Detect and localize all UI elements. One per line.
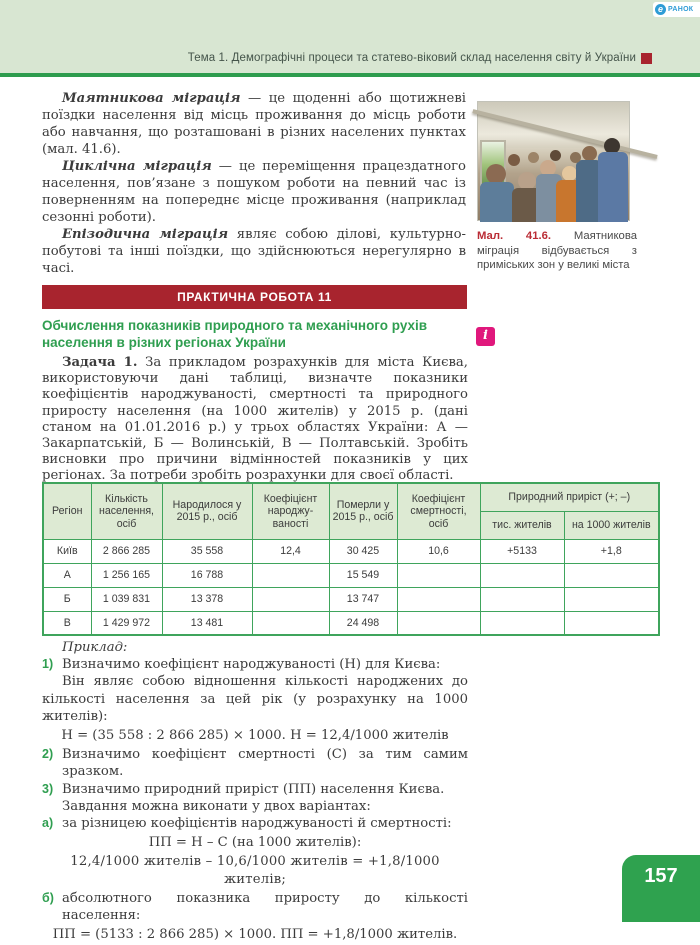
cell	[397, 587, 480, 611]
photo-person-head	[486, 164, 506, 184]
cell: 24 498	[329, 611, 397, 635]
col-header-death-rate: Коефіцієнт смертності, осіб	[397, 483, 480, 539]
step-marker: а)	[42, 816, 54, 831]
cell	[564, 587, 659, 611]
publisher-e-icon: е	[655, 4, 666, 15]
col-header-thousand: тис. жителів	[480, 511, 564, 539]
step-text: Визначимо коефіцієнт народжуваності (Н) для Києва:	[62, 657, 441, 673]
practical-work-title: Обчислення показників природного та механічного рухів населення в різних регіонах України	[42, 318, 428, 350]
cell: 13 481	[162, 611, 252, 635]
practical-work-banner: ПРАКТИЧНА РОБОТА 11	[42, 285, 467, 309]
population-data-table	[42, 482, 660, 636]
cell	[480, 563, 564, 587]
paragraph-text: являє собою ділові, культурно-побутові та інші поїздки, що здійснюються нерегулярно в часі.	[42, 227, 467, 276]
term-commuter-migration: Маятникова міграція	[62, 91, 241, 106]
increase-formula: ПП = Н – С (на 1000 жителів):	[148, 835, 362, 851]
example-step-1	[42, 656, 468, 673]
publisher-logo-label: РАНОК	[668, 6, 694, 13]
table-row-b	[43, 587, 659, 611]
step-text: Визначимо природний приріст (ПП) населення Києва.	[62, 781, 445, 797]
crowded-train-photo	[477, 101, 630, 221]
cell	[480, 611, 564, 635]
publisher-logo[interactable]	[653, 2, 700, 17]
col-header-per-1000: на 1000 жителів	[564, 511, 659, 539]
cell: 13 378	[162, 587, 252, 611]
cell: 30 425	[329, 539, 397, 563]
step-text: абсолютного показника приросту до кількості населення:	[62, 890, 468, 924]
paragraph-text: — це щоденні або щотижневі поїздки населення від місць проживання до місць роботи або навчання, що розташовані в різних населених пунктах (мал. 41.6).	[42, 91, 467, 157]
col-header-natural-increase: Природний приріст (+; –)	[480, 483, 659, 511]
example-explanation: Він являє собою відношення кількості народжених до кількості населення за цей рік (у розрахунку на 1000 жителів):	[42, 674, 468, 724]
term-episodic-migration: Епізодична міграція	[62, 227, 229, 242]
photo-person-head	[582, 146, 597, 161]
cell	[252, 611, 329, 635]
birth-rate-formula: Н = (35 558 : 2 866 285) × 1000. Н = 12,4/1000 жителів	[61, 728, 449, 744]
step-marker: 2)	[42, 747, 54, 762]
cell: 16 788	[162, 563, 252, 587]
cell	[397, 563, 480, 587]
table-row-kyiv	[43, 539, 659, 563]
photo-person-head	[508, 154, 520, 166]
photo-person-body	[480, 182, 514, 222]
paragraph-commuter-migration	[42, 90, 466, 158]
cell: +1,8	[564, 539, 659, 563]
intro-text-block	[42, 90, 466, 277]
cell: 1 256 165	[91, 563, 162, 587]
cell: 35 558	[162, 539, 252, 563]
task-label: Задача 1.	[62, 355, 138, 370]
cell	[252, 587, 329, 611]
photo-person-head	[528, 152, 539, 163]
example-variant-a	[42, 815, 468, 832]
example-title: Приклад:	[62, 640, 128, 655]
step-text: Визначимо коефіцієнт смертності (С) за тим самим зразком.	[62, 747, 468, 780]
cell: Київ	[43, 539, 91, 563]
cell: 10,6	[397, 539, 480, 563]
term-cyclic-migration: Циклічна міграція	[62, 159, 212, 174]
step-marker: 1)	[42, 657, 54, 672]
increase-calculation: 12,4/1000 жителів – 10,6/1000 жителів = +1,8/1000 жителів;	[70, 854, 440, 887]
info-icon[interactable]: і	[476, 327, 495, 346]
cell: 1 039 831	[91, 587, 162, 611]
col-header-died: Померли у 2015 р., осіб	[329, 483, 397, 539]
example-step-2	[42, 746, 468, 780]
table-row-v	[43, 611, 659, 635]
photo-person-head	[570, 152, 581, 163]
example-variant-b	[42, 890, 468, 924]
figure-caption	[477, 229, 637, 273]
paragraph-episodic-migration	[42, 226, 466, 277]
photo-person-head	[550, 150, 561, 161]
task-text: За прикладом розрахунків для міста Києва, використовуючи дані таблиці, визначте показники коефіцієнтів народжуваності, смертності та природного приросту населення (на 1000 жителів) у 2015 р. (дані станом на 01.01.2016 р.) у трьох областях України: А — Закарпатській, Б — Волинській, В — Полтавській. Зробіть висновки про причини відмінностей показників у цих регіонах. За потреби зробіть розрахунки для своєї області.	[42, 355, 468, 484]
example-step-3	[42, 781, 468, 798]
cell: 13 747	[329, 587, 397, 611]
col-header-population: Кількість населення, осіб	[91, 483, 162, 539]
paragraph-text: — це переміщення працездатного населення, пов’язане з пошуком роботи на певний час із поверненням на попереднє місце проживання (наприклад сезонні роботи).	[42, 159, 466, 225]
example-note: Завдання можна виконати у двох варіантах:	[62, 798, 371, 814]
cell: Б	[43, 587, 91, 611]
cell: 15 549	[329, 563, 397, 587]
col-header-born: Народилося у 2015 р., осіб	[162, 483, 252, 539]
paragraph-cyclic-migration	[42, 158, 466, 226]
cell: А	[43, 563, 91, 587]
figure-caption-text: Маятникова міграція відбувається з приміських зон у великі міста	[477, 230, 637, 271]
col-header-region: Регіон	[43, 483, 91, 539]
chapter-marker-square	[641, 53, 652, 64]
cell	[397, 611, 480, 635]
col-header-birth-rate: Коефіцієнт народжуваності	[252, 483, 329, 539]
cell	[252, 563, 329, 587]
table-row-a	[43, 563, 659, 587]
step-marker: 3)	[42, 781, 54, 796]
cell: В	[43, 611, 91, 635]
cell: 12,4	[252, 539, 329, 563]
absolute-increase-formula: ПП = (5133 : 2 866 285) × 1000. ПП = +1,8/1000 жителів.	[52, 927, 458, 943]
worked-example	[42, 639, 468, 945]
cell	[564, 611, 659, 635]
chapter-title: Тема 1. Демографічні процеси та статево-віковий склад населення світу й України	[187, 52, 636, 64]
photo-person-head	[562, 166, 577, 181]
photo-person-body	[598, 152, 628, 222]
task-paragraph	[42, 355, 468, 485]
cell: +5133	[480, 539, 564, 563]
header-rule	[0, 73, 700, 77]
step-marker: б)	[42, 890, 54, 905]
page-number: 157	[622, 855, 700, 922]
cell	[480, 587, 564, 611]
cell: 2 866 285	[91, 539, 162, 563]
cell	[564, 563, 659, 587]
figure-41-6	[477, 101, 637, 273]
cell: 1 429 972	[91, 611, 162, 635]
figure-label: Мал. 41.6.	[477, 230, 552, 242]
step-text: за різницею коефіцієнтів народжуваності й смертності:	[62, 816, 452, 832]
